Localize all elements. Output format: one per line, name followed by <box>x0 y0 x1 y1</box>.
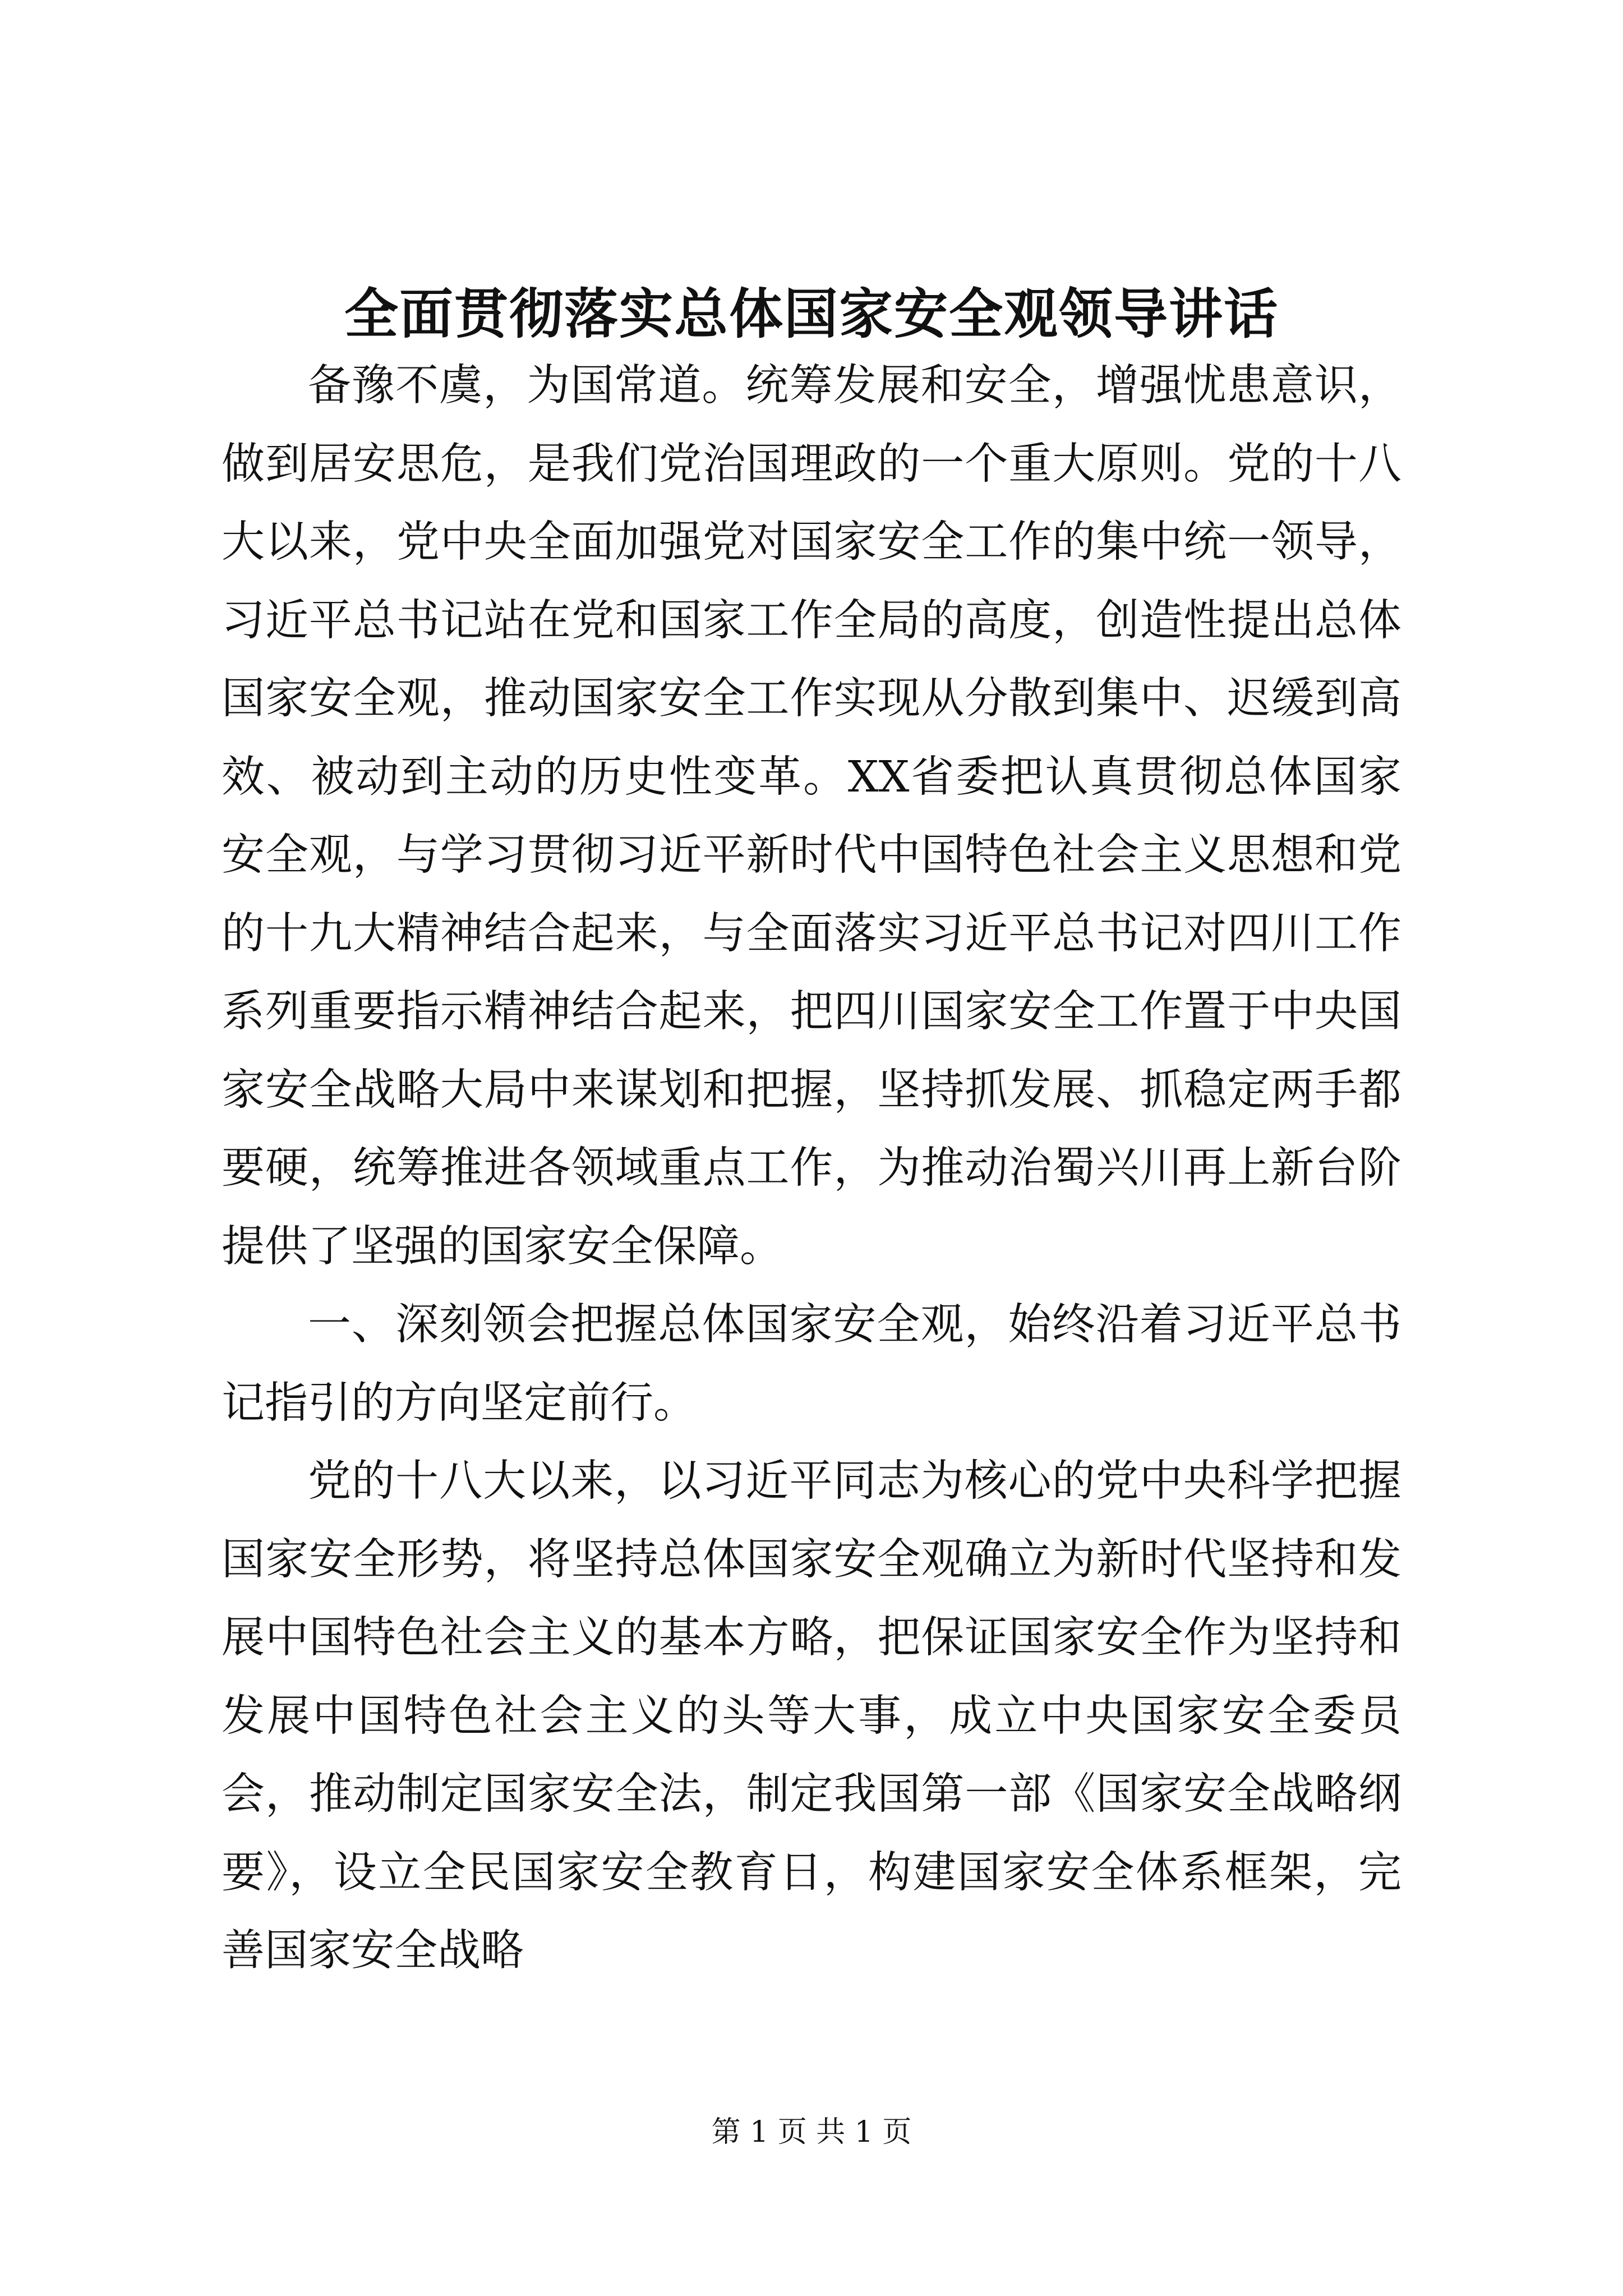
document-title: 全面贯彻落实总体国家安全观领导讲话 <box>344 282 1279 346</box>
paragraph-section-1: 党的十八大以来，以习近平同志为核心的党中央科学把握国家安全形势，将坚持总体国家安全观确立为新时代坚持和发展中国特色社会主义的基本方略，把保证国家安全作为坚持和发展中国特色社会主义的头等大事，成立中央国家安全委员会，推动制定国家安全法，制定我国第一部《国家安全战略纲要》，设立全民国家安全教育日，构建国家安全体系框架，完善国家安全战略 <box>222 1456 1401 1976</box>
section-heading-1: 一、深刻领会把握总体国家安全观，始终沿着习近平总书记指引的方向坚定前行。 <box>222 1300 1401 1428</box>
document-body <box>222 347 1401 1990</box>
page-footer: 第 1 页 共 1 页 <box>711 2115 912 2149</box>
paragraph-intro: 备豫不虞，为国常道。统筹发展和安全，增强忧患意识，做到居安思危，是我们党治国理政的一个重大原则。党的十八大以来，党中央全面加强党对国家安全工作的集中统一领导，习近平总书记站在党和国家工作全局的高度，创造性提出总体国家安全观，推动国家安全工作实现从分散到集中、迟缓到高效、被动到主动的历史性变革。XX省委把认真贯彻总体国家安全观，与学习贯彻习近平新时代中国特色社会主义思想和党的十九大精神结合起来，与全面落实习近平总书记对四川工作系列重要指示精神结合起来，把四川国家安全工作置于中央国家安全战略大局中来谋划和把握，坚持抓发展、抓稳定两手都要硬，统筹推进各领域重点工作，为推动治蜀兴川再上新台阶提供了坚强的国家安全保障。 <box>222 361 1401 1272</box>
